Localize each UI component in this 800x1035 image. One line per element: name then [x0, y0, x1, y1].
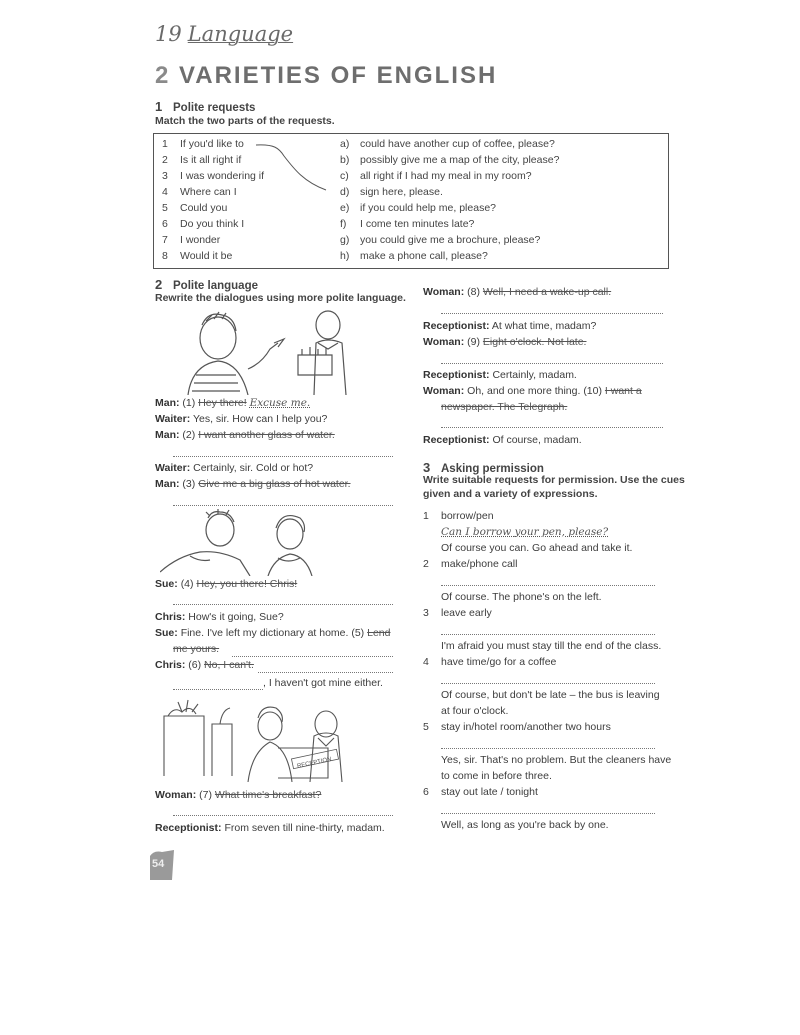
section2-instruction: Rewrite the dialogues using more polite language.: [155, 292, 406, 304]
struck-phrase: newspaper. The Telegraph.: [441, 401, 568, 413]
section2-title: Polite language: [173, 280, 258, 292]
permission-reply-cont: at four o'clock.: [441, 705, 509, 717]
dialogue-text: How's it going, Sue?: [188, 611, 284, 623]
struck-phrase: Lend: [367, 627, 391, 639]
speaker-label: Man:: [155, 397, 180, 409]
left-item-text: I wonder: [180, 234, 221, 246]
dialogue-text: Certainly, sir. Cold or hot?: [193, 462, 314, 474]
answer-line[interactable]: [441, 682, 655, 684]
page-number: 54: [152, 858, 165, 870]
speaker-label: Receptionist:: [155, 822, 222, 834]
answer-line[interactable]: [173, 603, 393, 605]
blank-number: (9): [467, 336, 480, 348]
right-item-letter: c): [340, 170, 349, 182]
answer-line[interactable]: [441, 362, 663, 364]
dialogue-line-chris1: [155, 611, 284, 623]
item-cue: make/phone call: [441, 558, 518, 570]
item-cue: stay in/hotel room/another two hours: [441, 721, 611, 733]
answer-line[interactable]: [441, 633, 655, 635]
answer-field[interactable]: Can I borrow your pen, please?: [441, 526, 609, 538]
chapter-heading: [155, 22, 293, 46]
section3-title: Asking permission: [441, 463, 544, 475]
section3-instruction-2: given and a variety of expressions.: [423, 488, 598, 500]
speaker-label: Waiter:: [155, 413, 191, 425]
blank-number: (2): [182, 429, 196, 441]
answer-line[interactable]: [173, 504, 393, 506]
right-item-text: I come ten minutes late?: [360, 218, 475, 230]
dialogue-line-man2: [155, 429, 335, 441]
permission-reply: Of course, but don't be late – the bus is leaving: [441, 689, 660, 701]
section3-instruction-1: Write suitable requests for permission. Use the cues: [423, 474, 685, 486]
speaker-label: Receptionist:: [423, 369, 490, 381]
dialogue-line-sue2: [155, 627, 390, 639]
left-item-text: Where can I: [180, 186, 237, 198]
dialogue-line-waiter2: [155, 462, 313, 474]
item-cue: have time/go for a coffee: [441, 656, 557, 668]
dialogue-line-chris2-cont: [263, 677, 383, 689]
permission-answer[interactable]: [441, 526, 608, 538]
right-item-text: make a phone call, please?: [360, 250, 488, 262]
permission-item: [423, 656, 556, 668]
unit-title: [155, 62, 497, 90]
speaker-label: Chris:: [155, 659, 186, 671]
permission-reply: Well, as long as you're back by one.: [441, 819, 609, 831]
blank-number: (4): [180, 578, 194, 590]
chapter-number: 19: [155, 22, 182, 46]
section1-instruction: Match the two parts of the requests.: [155, 115, 335, 127]
struck-phrase: Hey there!: [198, 397, 247, 409]
section2-number: 2: [155, 277, 163, 292]
right-item-letter: b): [340, 154, 350, 166]
left-item-text: Do you think I: [180, 218, 245, 230]
right-item-text: you could give me a brochure, please?: [360, 234, 541, 246]
speaker-label: Woman:: [423, 336, 465, 348]
struck-phrase: me yours.: [173, 643, 220, 655]
dialogue-line-recep4: [423, 434, 582, 446]
right-item-letter: e): [340, 202, 350, 214]
left-item-number: 2: [162, 154, 168, 166]
item-number: 6: [423, 786, 429, 798]
matching-table: [153, 133, 669, 269]
section1-number: 1: [155, 99, 163, 114]
dialogue-line-man1: [155, 397, 310, 409]
right-item-letter: f): [340, 218, 347, 230]
blank-number: (3): [182, 478, 196, 490]
section3-heading: [423, 460, 544, 475]
struck-phrase: No, I can't.: [204, 659, 254, 671]
left-item-number: 4: [162, 186, 168, 198]
dialogue-text: At what time, madam?: [491, 320, 597, 332]
answer-line[interactable]: [173, 455, 393, 457]
answer-line[interactable]: [441, 812, 655, 814]
dialogue-line-recep2: [423, 320, 596, 332]
dialogue-text: From seven till nine-thirty, madam.: [224, 822, 385, 834]
permission-reply: Yes, sir. That's no problem. But the cleaners have: [441, 754, 672, 766]
dialogue-line-recep1: [155, 822, 385, 834]
dialogue-line-sue2-cont: [173, 643, 219, 655]
section3-number: 3: [423, 460, 431, 475]
speaker-label: Receptionist:: [423, 434, 490, 446]
section2-heading: [155, 277, 258, 292]
permission-reply: I'm afraid you must stay till the end of the class.: [441, 640, 662, 652]
item-cue: borrow/pen: [441, 510, 494, 522]
answer-field[interactable]: Excuse me.: [249, 397, 311, 409]
left-item-text: Would it be: [180, 250, 233, 262]
answer-line[interactable]: [232, 655, 393, 657]
dialogue-text: Certainly, madam.: [492, 369, 577, 381]
chapter-word: Language: [187, 22, 294, 46]
dialogue-text: , I haven't got mine either.: [263, 677, 383, 689]
man-waiter-illustration: [178, 303, 358, 395]
struck-phrase: Well, I need a wake-up call.: [482, 286, 612, 298]
blank-number: (6): [188, 659, 202, 671]
struck-phrase: What time's breakfast?: [214, 789, 322, 801]
right-item-text: sign here, please.: [360, 186, 443, 198]
blank-number: (8): [467, 286, 480, 298]
speaker-label: Waiter:: [155, 462, 191, 474]
struck-phrase: I want a: [604, 385, 642, 397]
left-item-number: 6: [162, 218, 168, 230]
unit-title-text: VARIETIES OF ENGLISH: [179, 62, 498, 89]
blank-number: (7): [199, 789, 212, 801]
struck-phrase: Hey, you there! Chris!: [196, 578, 298, 590]
dialogue-line-woman4: [423, 385, 642, 397]
answer-line[interactable]: [441, 312, 663, 314]
item-number: 3: [423, 607, 429, 619]
dialogue-line-chris2: [155, 659, 254, 671]
left-item-text: I was wondering if: [180, 170, 265, 182]
left-item-text: Could you: [180, 202, 228, 214]
speaker-label: Woman:: [155, 789, 197, 801]
right-item-text: if you could help me, please?: [360, 202, 497, 214]
permission-reply-cont: to come in before three.: [441, 770, 552, 782]
dialogue-text: Yes, sir. How can I help you?: [192, 413, 328, 425]
item-number: 5: [423, 721, 429, 733]
unit-number: 2: [155, 62, 171, 89]
permission-reply: Of course. The phone's on the left.: [441, 591, 602, 603]
permission-item: [423, 721, 611, 733]
permission-item: [423, 558, 517, 570]
section1-heading: [155, 99, 255, 114]
right-item-letter: h): [340, 250, 350, 262]
item-number: 2: [423, 558, 429, 570]
struck-phrase: Eight o'clock. Not late.: [482, 336, 587, 348]
dialogue-text: Fine. I've left my dictionary at home. (5): [180, 627, 365, 639]
struck-phrase: Give me a big glass of hot water.: [198, 478, 351, 490]
matching-line: [154, 134, 668, 268]
answer-line[interactable]: [441, 747, 655, 749]
speaker-label: Man:: [155, 429, 180, 441]
speaker-label: Sue:: [155, 578, 178, 590]
right-item-letter: g): [340, 234, 350, 246]
speaker-label: Man:: [155, 478, 180, 490]
left-item-number: 3: [162, 170, 168, 182]
sue-chris-illustration: [160, 508, 340, 576]
dialogue-line-recep3: [423, 369, 577, 381]
dialogue-line-woman2: [423, 286, 611, 298]
permission-item: [423, 786, 538, 798]
permission-item: [423, 607, 492, 619]
right-item-text: all right if I had my meal in my room?: [360, 170, 532, 182]
dialogue-text: Oh, and one more thing. (10): [467, 385, 602, 397]
dialogue-line-waiter1: [155, 413, 327, 425]
item-number: 4: [423, 656, 429, 668]
struck-phrase: I want another glass of water.: [198, 429, 335, 441]
answer-line[interactable]: [173, 814, 393, 816]
dialogue-line-man3: [155, 478, 351, 490]
answer-line[interactable]: [173, 688, 263, 690]
speaker-label: Woman:: [423, 385, 465, 397]
left-item-text: If you'd like to: [180, 138, 244, 150]
left-item-number: 1: [162, 138, 168, 150]
answer-line[interactable]: [441, 584, 655, 586]
left-item-number: 7: [162, 234, 168, 246]
right-item-letter: d): [340, 186, 350, 198]
hotel-reception-illustration: [158, 698, 368, 782]
right-item-letter: a): [340, 138, 350, 150]
dialogue-line-sue1: [155, 578, 297, 590]
speaker-label: Woman:: [423, 286, 465, 298]
left-item-text: Is it all right if: [180, 154, 242, 166]
permission-item: [423, 510, 494, 522]
permission-reply: Of course you can. Go ahead and take it.: [441, 542, 633, 554]
right-item-text: could have another cup of coffee, please?: [360, 138, 555, 150]
item-cue: stay out late / tonight: [441, 786, 538, 798]
answer-line[interactable]: [441, 426, 663, 428]
left-item-number: 8: [162, 250, 168, 262]
dialogue-line-woman4-cont: [441, 401, 567, 413]
speaker-label: Receptionist:: [423, 320, 490, 332]
speaker-label: Chris:: [155, 611, 186, 623]
answer-line[interactable]: [258, 671, 393, 673]
blank-number: (1): [182, 397, 196, 409]
dialogue-line-woman3: [423, 336, 586, 348]
dialogue-text: Of course, madam.: [492, 434, 582, 446]
right-item-text: possibly give me a map of the city, please?: [360, 154, 560, 166]
item-number: 1: [423, 510, 429, 522]
section1-title: Polite requests: [173, 102, 256, 114]
dialogue-line-woman1: [155, 789, 321, 801]
speaker-label: Sue:: [155, 627, 178, 639]
left-item-number: 5: [162, 202, 168, 214]
item-cue: leave early: [441, 607, 492, 619]
reception-sign: RECEPTION: [296, 756, 333, 770]
